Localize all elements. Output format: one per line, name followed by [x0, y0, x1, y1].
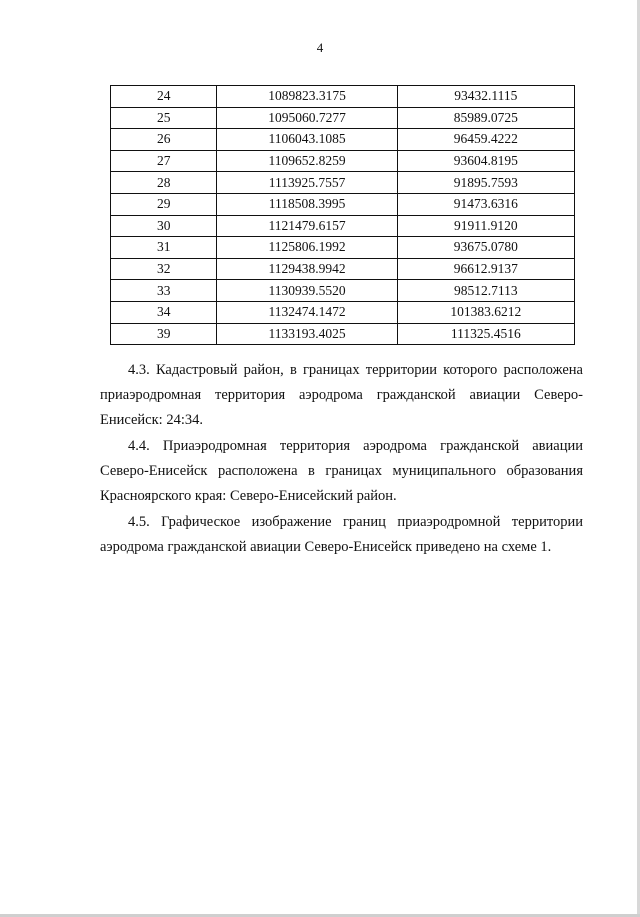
x-coordinate-cell: 1106043.1085 [217, 129, 397, 151]
paragraph-4-4-block [100, 434, 583, 517]
y-coordinate-cell: 91895.7593 [397, 172, 574, 194]
point-number-cell: 31 [111, 237, 217, 259]
y-coordinate-cell: 93675.0780 [397, 237, 574, 259]
table-row [111, 172, 575, 194]
table-row [111, 258, 575, 280]
table-row [111, 301, 575, 323]
x-coordinate-cell: 1130939.5520 [217, 280, 397, 302]
y-coordinate-cell: 93604.8195 [397, 150, 574, 172]
coordinates-table [110, 85, 575, 345]
x-coordinate-cell: 1132474.1472 [217, 301, 397, 323]
x-coordinate-cell: 1095060.7277 [217, 107, 397, 129]
y-coordinate-cell: 93432.1115 [397, 86, 574, 108]
page-number: 4 [316, 40, 324, 55]
x-coordinate-cell: 1129438.9942 [217, 258, 397, 280]
paragraph-4-3-block [100, 358, 583, 441]
table-row [111, 193, 575, 215]
coordinates-table-body [111, 86, 575, 345]
paragraph-4-5-block [100, 510, 583, 568]
x-coordinate-cell: 1125806.1992 [217, 237, 397, 259]
y-coordinate-cell: 101383.6212 [397, 301, 574, 323]
point-number-cell: 32 [111, 258, 217, 280]
y-coordinate-cell: 111325.4516 [397, 323, 574, 345]
x-coordinate-cell: 1118508.3995 [217, 193, 397, 215]
paragraph-4-4: 4.4. Приаэродромная территория аэродрома гражданской авиации Северо-Енисейск расположена в границах муниципального образования Красноярского края: Северо-Енисейский район. [100, 438, 583, 504]
x-coordinate-cell: 1113925.7557 [217, 172, 397, 194]
point-number-cell: 34 [111, 301, 217, 323]
point-number-cell: 26 [111, 129, 217, 151]
table-row [111, 215, 575, 237]
y-coordinate-cell: 85989.0725 [397, 107, 574, 129]
paragraph-4-3: 4.3. Кадастровый район, в границах территории которого расположена приаэродромная территория аэродрома гражданской авиации Северо-Енисейск: 24:34. [100, 362, 583, 428]
table-row [111, 107, 575, 129]
x-coordinate-cell: 1121479.6157 [217, 215, 397, 237]
point-number-cell: 39 [111, 323, 217, 345]
x-coordinate-cell: 1133193.4025 [217, 323, 397, 345]
y-coordinate-cell: 96459.4222 [397, 129, 574, 151]
table-row [111, 150, 575, 172]
point-number-cell: 27 [111, 150, 217, 172]
table-row [111, 237, 575, 259]
point-number-cell: 28 [111, 172, 217, 194]
point-number-cell: 33 [111, 280, 217, 302]
point-number-cell: 29 [111, 193, 217, 215]
y-coordinate-cell: 96612.9137 [397, 258, 574, 280]
x-coordinate-cell: 1089823.3175 [217, 86, 397, 108]
table-row [111, 280, 575, 302]
y-coordinate-cell: 98512.7113 [397, 280, 574, 302]
point-number-cell: 24 [111, 86, 217, 108]
table-row [111, 323, 575, 345]
y-coordinate-cell: 91473.6316 [397, 193, 574, 215]
table-row [111, 129, 575, 151]
paragraph-4-5: 4.5. Графическое изображение границ приаэродромной территории аэродрома гражданской авиации Северо-Енисейск приведено на схеме 1. [100, 514, 583, 555]
table-row [111, 86, 575, 108]
x-coordinate-cell: 1109652.8259 [217, 150, 397, 172]
y-coordinate-cell: 91911.9120 [397, 215, 574, 237]
point-number-cell: 25 [111, 107, 217, 129]
point-number-cell: 30 [111, 215, 217, 237]
